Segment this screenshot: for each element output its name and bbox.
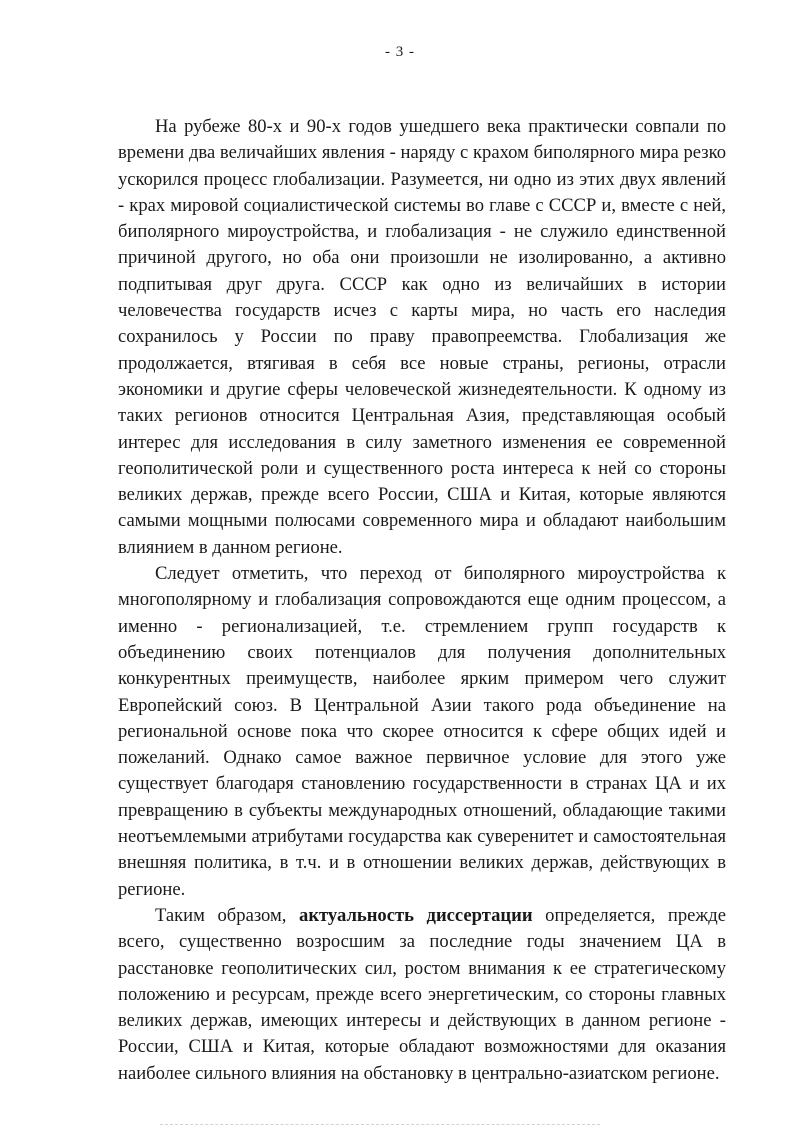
dissertation-relevance-term: актуальность диссертации bbox=[299, 904, 533, 926]
paragraph-3 bbox=[118, 903, 726, 1087]
paragraph-3-rest: определяется, прежде всего, существенно возросшим за последние годы значением ЦА в расстановке геополитических сил, ростом внимания к ее стратегическому положению и ресурсам, прежде всего энергетическим, со стороны главных великих держав, имеющих интересы и действующих в данном регионе - России, США и Китая, которые обладают возможностями для оказания наиболее сильного влияния на обстановку в центрально-азиатском регионе. bbox=[118, 904, 726, 1084]
scan-artifact-line bbox=[160, 1124, 600, 1128]
paragraph-2: Следует отметить, что переход от биполярного мироустройства к многополярному и глобализация сопровождаются еще одним процессом, а именно - регионализацией, т.е. стремлением групп государств к объединению своих потенциалов для получения дополнительных конкурентных преимуществ, наиболее ярким примером чего служит Европейский союз. В Центральной Азии такого рода объединение на региональной основе пока что скорее относится к сфере общих идей и пожеланий. Однако самое важное первичное условие для этого уже существует благодаря становлению государственности в странах ЦА и их превращению в субъекты международных отношений, обладающие такими неотъемлемыми атрибутами государства как суверенитет и самостоятельная внешняя политика, в т.ч. и в отношении великих держав, действующих в регионе. bbox=[118, 563, 726, 900]
document-body bbox=[118, 114, 726, 1087]
paragraph-1: На рубеже 80-х и 90-х годов ушедшего века практически совпали по времени два величайших явления - наряду с крахом биполярного мира резко ускорился процесс глобализации. Разумеется, ни одно из этих двух явлений - крах мировой социалистической системы во главе с СССР и, вместе с ней, биполярного мироустройства, и глобализация - не служило единственной причиной другого, но оба они произошли не изолированно, а активно подпитывая друг друга. СССР как одно из величайших в истории человечества государств исчез с карты мира, но часть его наследия сохранилось у России по праву правопреемства. Глобализация же продолжается, втягивая в себя все новые страны, регионы, отрасли экономики и другие сферы человеческой жизнедеятельности. К одному из таких регионов относится Центральная Азия, представляющая особый интерес для исследования в силу заметного изменения ее современной геополитической роли и существенного роста интереса к ней со стороны великих держав, прежде всего России, США и Китая, которые являются самыми мощными полюсами современного мира и обладают наибольшим влиянием в данном регионе. bbox=[118, 116, 726, 558]
paragraph-3-lead: Таким образом, bbox=[155, 904, 300, 926]
page-number: - 3 - bbox=[385, 44, 415, 60]
